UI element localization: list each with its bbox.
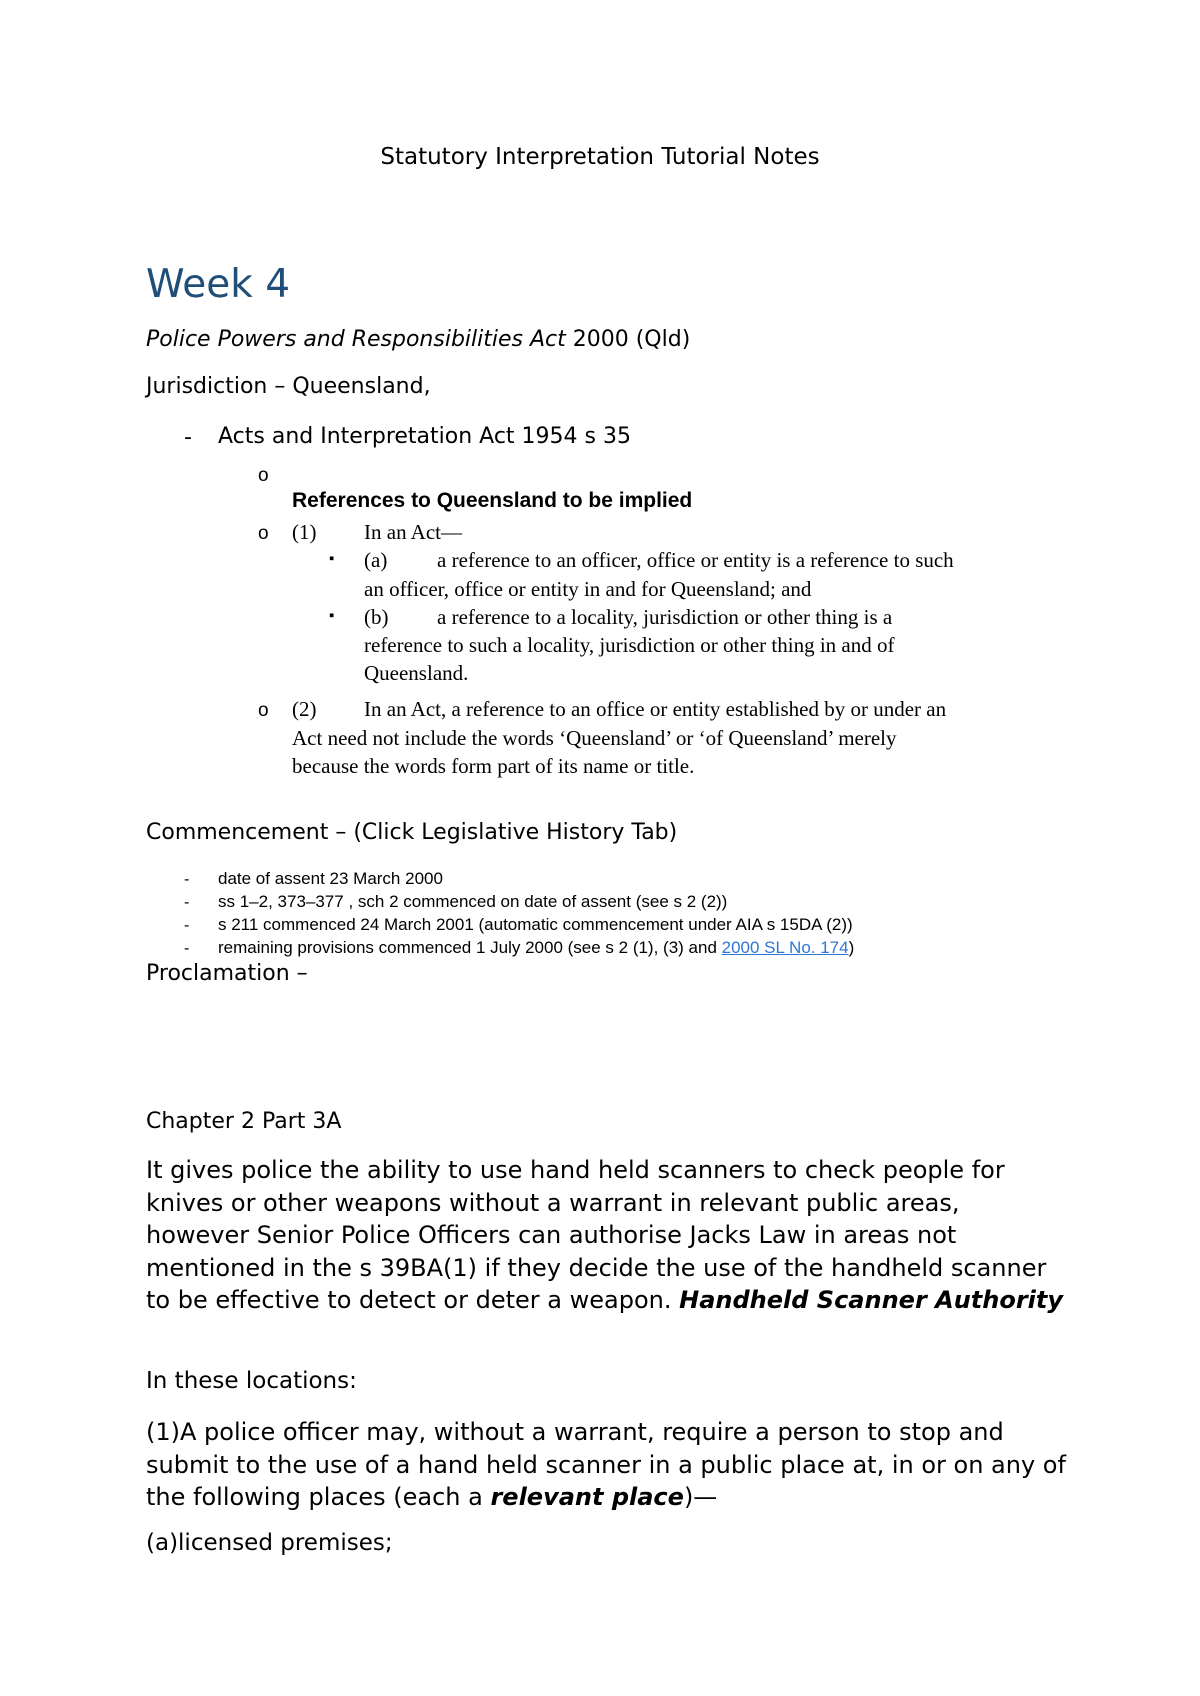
dash-bullet: - bbox=[184, 940, 190, 957]
document-title: Statutory Interpretation Tutorial Notes bbox=[380, 144, 820, 170]
paragraph-a-line1: a reference to an officer, office or entity is a reference to such bbox=[437, 548, 954, 572]
history-item-close: ) bbox=[848, 938, 855, 957]
history-item-text: remaining provisions commenced 1 July 2000 (see s 2 (1), (3) and bbox=[218, 938, 722, 957]
paragraph-b-line3: Queensland. bbox=[364, 661, 469, 685]
provision-text: (1)A police officer may, without a warrant, require a person to stop and submit to the use of a hand held scanner in a public place at, in or on any of the following places (each a bbox=[146, 1418, 1066, 1511]
provision-end: )— bbox=[683, 1483, 718, 1511]
act-title bbox=[146, 327, 690, 352]
chapter-heading: Chapter 2 Part 3A bbox=[146, 1109, 342, 1134]
paragraph-b-line2: reference to such a locality, jurisdiction or other thing in and of bbox=[364, 633, 895, 657]
subsection-2-line2: Act need not include the words ‘Queensland’ or ‘of Queensland’ merely bbox=[292, 726, 897, 750]
subsection-2-number: (2) bbox=[292, 697, 317, 721]
aia-reference: Acts and Interpretation Act 1954 s 35 bbox=[218, 424, 631, 449]
defined-term: relevant place bbox=[490, 1483, 684, 1511]
commencement-heading: Commencement – (Click Legislative History Tab) bbox=[146, 820, 678, 845]
square-bullet: ▪ bbox=[329, 551, 335, 567]
circle-bullet: o bbox=[258, 523, 269, 544]
history-item: ss 1–2, 373–377 , sch 2 commenced on date of assent (see s 2 (2)) bbox=[218, 892, 728, 911]
dash-bullet: - bbox=[184, 917, 190, 934]
proclamation-heading: Proclamation – bbox=[146, 961, 308, 986]
summary-text: It gives police the ability to use hand held scanners to check people for knives or other weapons without a warrant in relevant public areas, however Senior Police Officers can authorise Jacks Law in areas not mentioned in the s 39BA(1) if they decide the use of the handheld scanner to be effective to detect or deter a weapon. bbox=[146, 1156, 1047, 1314]
act-name: Police Powers and Responsibilities Act bbox=[146, 327, 566, 352]
summary-paragraph bbox=[146, 1154, 1066, 1317]
dash-bullet: - bbox=[184, 425, 192, 450]
history-item: date of assent 23 March 2000 bbox=[218, 869, 443, 888]
provision-item-a: (a)licensed premises; bbox=[146, 1530, 393, 1556]
paragraph-a-number: (a) bbox=[364, 548, 388, 572]
paragraph-b-line1: a reference to a locality, jurisdiction or other thing is a bbox=[437, 605, 893, 629]
square-bullet: ▪ bbox=[329, 608, 335, 624]
locations-intro: In these locations: bbox=[146, 1368, 357, 1394]
section-heading: References to Queensland to be implied bbox=[292, 489, 693, 512]
history-item: s 211 commenced 24 March 2001 (automatic commencement under AIA s 15DA (2)) bbox=[218, 915, 853, 934]
dash-bullet: - bbox=[184, 871, 190, 888]
week-heading: Week 4 bbox=[146, 262, 291, 307]
circle-bullet: o bbox=[258, 465, 269, 486]
provision-paragraph bbox=[146, 1416, 1066, 1514]
history-item bbox=[218, 938, 854, 958]
paragraph-b-number: (b) bbox=[364, 605, 389, 629]
subsection-2-line3: because the words form part of its name or title. bbox=[292, 754, 695, 778]
dash-bullet: - bbox=[184, 894, 190, 911]
summary-emphasis: Handheld Scanner Authority bbox=[679, 1286, 1064, 1314]
circle-bullet: o bbox=[258, 700, 269, 721]
subordinate-legislation-link[interactable]: 2000 SL No. 174 bbox=[721, 938, 849, 957]
subsection-1-number: (1) bbox=[292, 520, 317, 544]
jurisdiction-line: Jurisdiction – Queensland, bbox=[146, 374, 431, 399]
paragraph-a-line2: an officer, office or entity in and for Queensland; and bbox=[364, 577, 812, 601]
act-year: 2000 (Qld) bbox=[565, 327, 691, 352]
subsection-1-text: In an Act— bbox=[364, 520, 462, 544]
subsection-2-line1: In an Act, a reference to an office or entity established by or under an bbox=[364, 697, 947, 721]
